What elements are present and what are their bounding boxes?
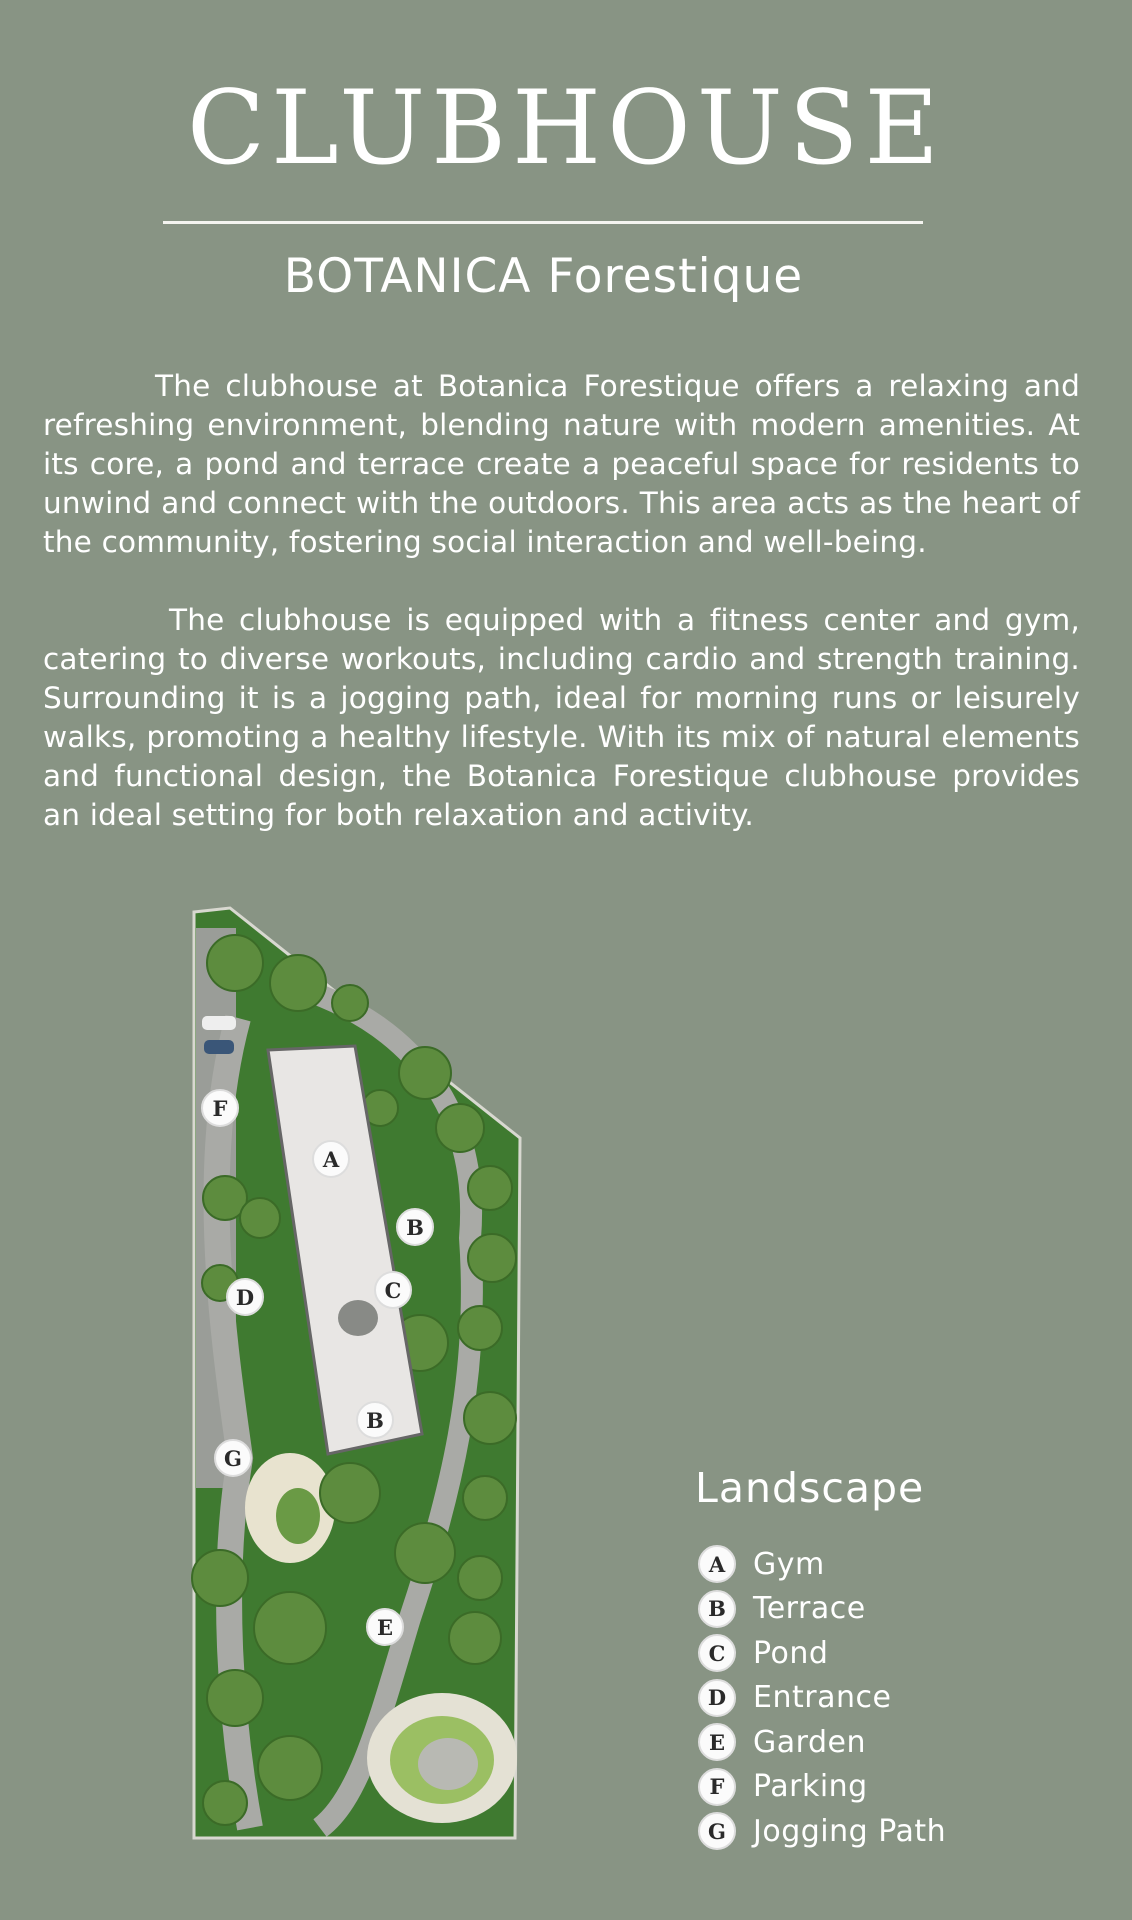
legend-label: Pond xyxy=(753,1635,829,1671)
intro-paragraph: The clubhouse at Botanica Forestique offers a relaxing and refreshing environment, blending nature with modern amenities. At its core, a pond and terrace create a peaceful space for residents to unwind and connect with the outdoors. This area acts as the heart of the community, fostering social interaction and well-being. xyxy=(43,369,1080,559)
amenities-paragraph: The clubhouse is equipped with a fitness center and gym, catering to diverse workouts, including cardio and strength training. Surrounding it is a jogging path, ideal for morning runs or leisurely walks, promoting a healthy lifestyle. With its mix of natural elements and functional design, the Botanica Forestique clubhouse provides an ideal setting for both relaxation and activity. xyxy=(43,603,1080,832)
legend-key: D xyxy=(698,1679,736,1717)
legend-label: Entrance xyxy=(753,1680,892,1716)
marker-g: G xyxy=(214,1439,252,1477)
marker-e: E xyxy=(366,1608,404,1646)
marker-b-south: B xyxy=(356,1401,394,1439)
legend-item xyxy=(698,1676,946,1721)
car xyxy=(202,1016,236,1030)
marker-d: D xyxy=(226,1278,264,1316)
garden-circle xyxy=(418,1738,478,1790)
lawn-patch xyxy=(276,1488,320,1544)
legend-label: Parking xyxy=(753,1769,868,1805)
car xyxy=(204,1040,234,1054)
legend-key: F xyxy=(698,1768,736,1806)
marker-a: A xyxy=(312,1140,350,1178)
legend-label: Gym xyxy=(753,1546,825,1582)
legend-label: Jogging Path xyxy=(753,1813,947,1849)
legend-key: G xyxy=(698,1812,736,1850)
legend-item xyxy=(698,1542,946,1587)
page-title: CLUBHOUSE xyxy=(187,69,945,188)
marker-b: B xyxy=(396,1208,434,1246)
legend-item xyxy=(698,1631,946,1676)
legend-item xyxy=(698,1809,946,1854)
pond-skylight xyxy=(338,1300,378,1336)
legend-item xyxy=(698,1765,946,1810)
legend-title: Landscape xyxy=(695,1464,925,1512)
title-divider xyxy=(163,221,923,224)
legend-key: E xyxy=(698,1723,736,1761)
site-plan-map xyxy=(180,898,540,1858)
marker-f: F xyxy=(201,1089,239,1127)
legend-label: Terrace xyxy=(753,1591,866,1627)
marker-c: C xyxy=(374,1271,412,1309)
legend-item xyxy=(698,1720,946,1765)
legend-key: A xyxy=(698,1545,736,1583)
legend-list xyxy=(698,1542,946,1854)
legend-label: Garden xyxy=(753,1724,866,1760)
page-subtitle: BOTANICA Forestique xyxy=(283,249,804,304)
legend-key: B xyxy=(698,1590,736,1628)
legend-key: C xyxy=(698,1634,736,1672)
legend-item xyxy=(698,1587,946,1632)
